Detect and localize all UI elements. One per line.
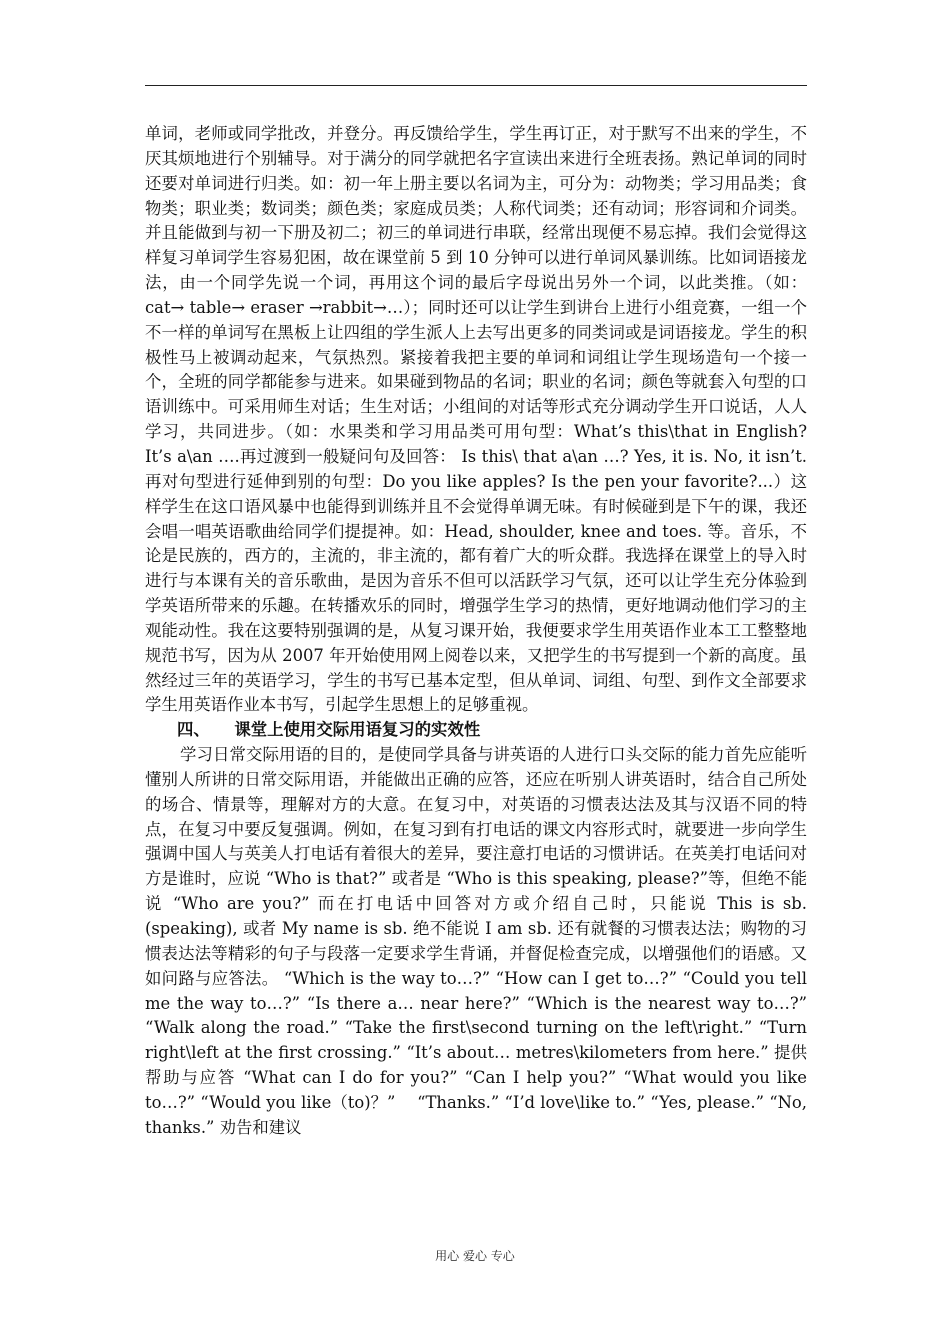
body-paragraph: 学习日常交际用语的目的，是使同学具备与讲英语的人进行口头交际的能力首先应能听懂别人所讲的日常交际用语，并能做出正确的应答，还应在听别人讲英语时，结合自己所处的场合、情景等，理解对方的大意。在复习中，对英语的习惯表达法及其与汉语不同的特点，在复习中要反复强调。例如，在复习到有打电话的课文内容形式时，就要进一步向学生强调中国人与英美人打电话有着很大的差异，要注意打电话的习惯讲话。在英美打电话问对方是谁时，应说 “Who is that?” 或者是 “Who is this speaking, please?”等，但绝不能说 “Who are you?” 而在打电话中回答对方或介绍自己时，只能说 This is sb. (speaking), 或者 My name is sb. 绝不能说 I am sb. 还有就餐的习惯表达法；购物的习惯表达法等精彩的句子与段落一定要求学生背诵，并督促检查完成，以增强他们的语感。又如问路与应答法。 “Which is the way to…?” “How can I get to…?” “Could you tell me the way to…?” “Is there a… near here?” “Which is the nearest way to…?” “Walk along the road.” “Take the first\second turning on the left\right.” “Turn right\left at the first crossing.” “It’s about… metres\kilometers from here.” 提供帮助与应答 “What can I do for you?” “Can I help you?” “What would you like to…?” “Would you like（to)？” “Thanks.” “I’d love\like to.” “Yes, please.” “No, thanks.” 劝告和建议 bbox=[145, 745, 807, 1137]
header-rule bbox=[145, 85, 807, 86]
page-footer: 用心 爱心 专心 bbox=[435, 1249, 515, 1263]
document-body bbox=[145, 122, 807, 1141]
section-heading: 四、 课堂上使用交际用语复习的实效性 bbox=[177, 720, 481, 740]
body-paragraph: 单词，老师或同学批改，并登分。再反馈给学生，学生再订正，对于默写不出来的学生，不厌其烦地进行个别辅导。对于满分的同学就把名字宣读出来进行全班表扬。熟记单词的同时还要对单词进行归类。如：初一年上册主要以名词为主，可分为：动物类；学习用品类；食物类；职业类；数词类；颜色类；家庭成员类；人称代词类；还有动词；形容词和介词类。并且能做到与初一下册及初二；初三的单词进行串联，经常出现便不易忘掉。我们会觉得这样复习单词学生容易犯困，故在课堂前 5 到 10 分钟可以进行单词风暴训练。比如词语接龙法，由一个同学先说一个词，再用这个词的最后字母说出另外一个词，以此类推。（如：cat→ table→ eraser →rabbit→…）；同时还可以让学生到讲台上进行小组竞赛，一组一个不一样的单词写在黑板上让四组的学生派人上去写出更多的同类词或是词语接龙。学生的积极性马上被调动起来，气氛热烈。紧接着我把主要的单词和词组让学生现场造句一个接一个，全班的同学都能参与进来。如果碰到物品的名词；职业的名词；颜色等就套入句型的口语训练中。可采用师生对话；生生对话；小组间的对话等形式充分调动学生开口说话，人人学习，共同进步。（如：水果类和学习用品类可用句型：What’s this\that in English? It’s a\an ….再过渡到一般疑问句及回答： Is this\ that a\an …? Yes, it is. No, it isn’t. 再对句型进行延伸到别的句型：Do you like apples? Is the pen your favorite?...）这样学生在这口语风暴中也能得到训练并且不会觉得单调无味。有时候碰到是下午的课，我还会唱一唱英语歌曲给同学们提提神。如：Head, shoulder, knee and toes. 等。音乐，不论是民族的，西方的，主流的，非主流的，都有着广大的听众群。我选择在课堂上的导入时进行与本课有关的音乐歌曲，是因为音乐不但可以活跃学习气氛，还可以让学生充分体验到学英语所带来的乐趣。在转播欢乐的同时，增强学生学习的热情，更好地调动他们学习的主观能动性。我在这要特别强调的是，从复习课开始，我便要求学生用英语作业本工工整整地规范书写，因为从 2007 年开始使用网上阅卷以来，又把学生的书写提到一个新的高度。虽然经过三年的英语学习，学生的书写已基本定型，但从单词、词组、句型、到作文全部要求学生用英语作业本书写，引起学生思想上的足够重视。 bbox=[145, 124, 807, 715]
